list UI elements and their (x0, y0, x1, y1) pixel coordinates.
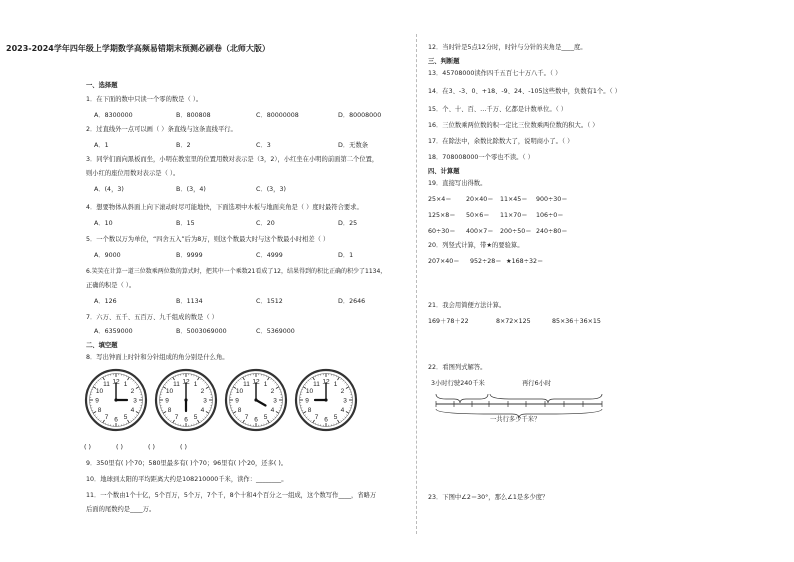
page-title: 2023-2024学年四年级上学期数学高频易错期末预测必刷卷（北师大版） (6, 44, 270, 53)
q19-r2-c4: 106÷0＝ (536, 212, 564, 219)
q6-option-d: D．2646 (338, 298, 366, 305)
q7-option-a: A．6359000 (94, 328, 133, 335)
q13-text: 13．45708000读作四千五百七十万八千。（ ） (428, 70, 562, 77)
q22-question-label: 一共行多少千米？ (490, 416, 541, 423)
clock-numeral: 5 (193, 413, 198, 421)
q4-option-a: A．10 (94, 220, 113, 227)
clock-numeral: 12 (112, 378, 120, 386)
clock-numeral: 1 (263, 380, 268, 388)
clock-1-svg (84, 368, 148, 432)
section-calc-title: 四、计算题 (428, 168, 460, 175)
clock-numeral: 5 (333, 413, 338, 421)
clock-hub (324, 398, 327, 401)
clock-numeral: 8 (307, 406, 312, 414)
clock-face-3 (224, 368, 288, 432)
q6-option-a: A．126 (94, 298, 117, 305)
q19-r3-c2: 400×7＝ (466, 228, 494, 235)
clock-numeral: 7 (174, 413, 179, 421)
q4-option-b: B．15 (176, 220, 195, 227)
q5-text: 5．一个数以万为单位，“四舍五入”后为8万，则这个数最大时与这个数最小时相差（ ） (86, 236, 330, 243)
q2-option-d: D．无数条 (338, 142, 369, 149)
q5-option-b: B．9999 (176, 252, 203, 259)
q10-text: 10．地球到太阳的平均距离大约是108210000千米，读作：________。 (86, 476, 288, 483)
q21-item-3: 85×36＋36×15 (552, 318, 601, 325)
q6-option-c: C．1512 (256, 298, 283, 305)
clock-numeral: 4 (340, 406, 345, 414)
clock-numeral: 2 (130, 387, 135, 395)
clock-numeral: 11 (103, 380, 110, 388)
q1-option-c: C．80000008 (256, 112, 299, 119)
q1-option-a: A．8300000 (94, 112, 133, 119)
q3-text-line2: 则小红的座位用数对表示是（ ）。 (86, 170, 180, 177)
clock-numeral: 6 (184, 416, 188, 424)
clock-numeral: 5 (123, 413, 128, 421)
q3-option-c: C．(3，3) (256, 186, 286, 193)
clock-numeral: 9 (235, 397, 239, 405)
q20-item-3: ★168÷32＝ (506, 258, 544, 265)
clock-numeral: 3 (273, 397, 277, 405)
clock-numeral: 1 (193, 380, 198, 388)
clock-numeral: 3 (343, 397, 347, 405)
clock-face-1 (84, 368, 148, 432)
q4-option-c: C．20 (256, 220, 275, 227)
q21-text: 21．我会用简便方法计算。 (428, 302, 506, 309)
q16-text: 16．三位数乘两位数的积一定比三位数乘两位数的积大。（ ） (428, 122, 599, 129)
clock-numeral: 8 (237, 406, 242, 414)
q4-text: 4．想要物体从斜面上向下滚动时尽可能地快，下面选项中木板与地面夹角是（ ）度时最符合要求。 (86, 204, 363, 211)
clock-3-svg (224, 368, 288, 432)
q21-item-2: 8×72×125 (496, 318, 531, 325)
clock-numeral: 6 (114, 416, 118, 424)
clock-numeral: 4 (270, 406, 275, 414)
clock-numeral: 12 (322, 378, 330, 386)
section-judge-title: 三、判断题 (428, 58, 460, 65)
clock-numeral: 6 (324, 416, 328, 424)
q5-option-a: A．9000 (94, 252, 121, 259)
clock-numeral: 2 (270, 387, 275, 395)
q8-text: 8．写出钟面上时针和分针组成的角分别是什么角。 (86, 354, 229, 361)
section-choice-title: 一、选择题 (86, 82, 118, 89)
q19-r1-c1: 25×4＝ (428, 196, 452, 203)
q19-r3-c3: 200÷50＝ (500, 228, 532, 235)
q9-text: 9．350里有( )个70；580里最多有( )个70；96里有( )个20，还多( )。 (86, 460, 288, 467)
clock-numeral: 9 (95, 397, 99, 405)
q2-option-c: C．3 (256, 142, 271, 149)
q1-option-b: B．800808 (176, 112, 211, 119)
q1-text: 1．在下面的数中只读一个零的数是（ ）。 (86, 96, 203, 103)
q19-r3-c4: 240÷80＝ (536, 228, 568, 235)
q2-text: 2．过直线外一点可以画（ ）条直线与这条直线平行。 (86, 126, 237, 133)
q22-label-known: 3小时行驶240千米 (431, 380, 485, 387)
q8-blank-1: ( ) (84, 444, 91, 451)
q6-text-line2: 正确的积是（ ）。 (86, 282, 136, 289)
q19-r1-c4: 900÷30＝ (536, 196, 568, 203)
q7-option-c: C．5369000 (256, 328, 295, 335)
q7-text: 7．六万、五千、五百万、九千组成的数是（ ） (86, 314, 218, 321)
q22-label-next: 再行6小时 (522, 380, 552, 387)
clock-numeral: 11 (313, 380, 320, 388)
q19-text: 19．直接写出得数。 (428, 180, 487, 187)
clock-face-4 (294, 368, 358, 432)
clock-hub (114, 398, 117, 401)
column-divider (416, 34, 417, 534)
clock-numeral: 3 (133, 397, 137, 405)
clock-numeral: 10 (95, 387, 104, 395)
clock-numeral: 3 (203, 397, 207, 405)
clock-4-svg (294, 368, 358, 432)
clock-numeral: 9 (305, 397, 309, 405)
q20-item-1: 207×40＝ (428, 258, 460, 265)
clock-numeral: 12 (252, 378, 260, 386)
clock-numeral: 9 (165, 397, 169, 405)
clock-numeral: 7 (314, 413, 319, 421)
clock-numeral: 11 (173, 380, 180, 388)
clock-numeral: 10 (235, 387, 244, 395)
clock-hub (254, 398, 257, 401)
clock-numeral: 8 (97, 406, 102, 414)
clock-numeral: 4 (130, 406, 135, 414)
q15-text: 15．个、十、百、…千万、亿都是计数单位。（ ） (428, 106, 568, 113)
clock-numeral: 1 (333, 380, 338, 388)
q23-text: 23．下图中∠2＝30°，那么∠1是多少度？ (428, 494, 549, 501)
q2-option-a: A．1 (94, 142, 109, 149)
clock-numeral: 2 (340, 387, 345, 395)
q3-text-line1: 3．同学们面向黑板而坐，小明在教室里的位置用数对表示是（3，2），小红坐在小明的前面第二个位置， (86, 156, 379, 163)
q20-text: 20．列竖式计算，带★的要验算。 (428, 242, 524, 249)
clock-2-svg (154, 368, 218, 432)
q19-r2-c3: 11×70＝ (500, 212, 528, 219)
q8-blank-2: ( ) (116, 444, 123, 451)
clock-face-2 (154, 368, 218, 432)
q19-r1-c2: 20×40＝ (466, 196, 494, 203)
section-fill-title: 二、填空题 (86, 342, 118, 349)
clock-numeral: 8 (167, 406, 172, 414)
q11-text-line1: 11．一个数由1个十亿，5个百万，5个万，7个千，8个十和4个百分之一组成，这个数写作____，省略万 (86, 492, 377, 499)
clock-numeral: 1 (123, 380, 128, 388)
q19-r1-c3: 11×45＝ (500, 196, 528, 203)
q4-option-d: D．25 (338, 220, 358, 227)
clock-numeral: 4 (200, 406, 205, 414)
clock-numeral: 11 (243, 380, 250, 388)
q21-item-1: 169＋78＋22 (428, 318, 469, 325)
q12-text: 12．当时针是5点12分时，时针与分针的夹角是____度。 (428, 44, 587, 51)
q3-option-b: B．(3，4) (176, 186, 206, 193)
q6-text-line1: 6.笑笑在计算一道三位数乘两位数的算式时，把其中一个乘数21看成了12，结果得到的积比正确的积少了1134， (86, 268, 387, 275)
clock-numeral: 10 (305, 387, 314, 395)
q19-r2-c1: 125×8＝ (428, 212, 456, 219)
q6-option-b: B．1134 (176, 298, 203, 305)
clock-numeral: 7 (244, 413, 249, 421)
q17-text: 17．在除法中，余数比除数大了，说明商小了。（ ） (428, 138, 574, 145)
clock-hub (184, 398, 187, 401)
q1-option-d: D．80008000 (338, 112, 382, 119)
clock-numeral: 5 (263, 413, 268, 421)
clock-numeral: 2 (200, 387, 205, 395)
q3-option-a: A．(4，3) (94, 186, 124, 193)
q8-blank-3: ( ) (148, 444, 155, 451)
q5-option-c: C．4999 (256, 252, 283, 259)
q19-r3-c1: 60÷30＝ (428, 228, 456, 235)
q18-text: 18．708008000一个零也不读。（ ） (428, 154, 534, 161)
clock-numeral: 6 (254, 416, 258, 424)
clock-numeral: 12 (182, 378, 190, 386)
q2-option-b: B．2 (176, 142, 191, 149)
q22-text: 22．看图列式解答。 (428, 364, 487, 371)
q11-text-line2: 后面的尾数约是____万。 (86, 506, 156, 513)
q5-option-d: D．1 (338, 252, 354, 259)
q14-text: 14．在3、-3、0、+18、-9、24、-105这些数中，负数有1个。（ ） (428, 88, 621, 95)
clock-numeral: 10 (165, 387, 174, 395)
q8-blank-4: ( ) (180, 444, 187, 451)
q20-item-2: 952÷28＝ (470, 258, 502, 265)
clock-numeral: 7 (104, 413, 109, 421)
q19-r2-c2: 50×6＝ (466, 212, 490, 219)
q7-option-b: B．5003069000 (176, 328, 227, 335)
